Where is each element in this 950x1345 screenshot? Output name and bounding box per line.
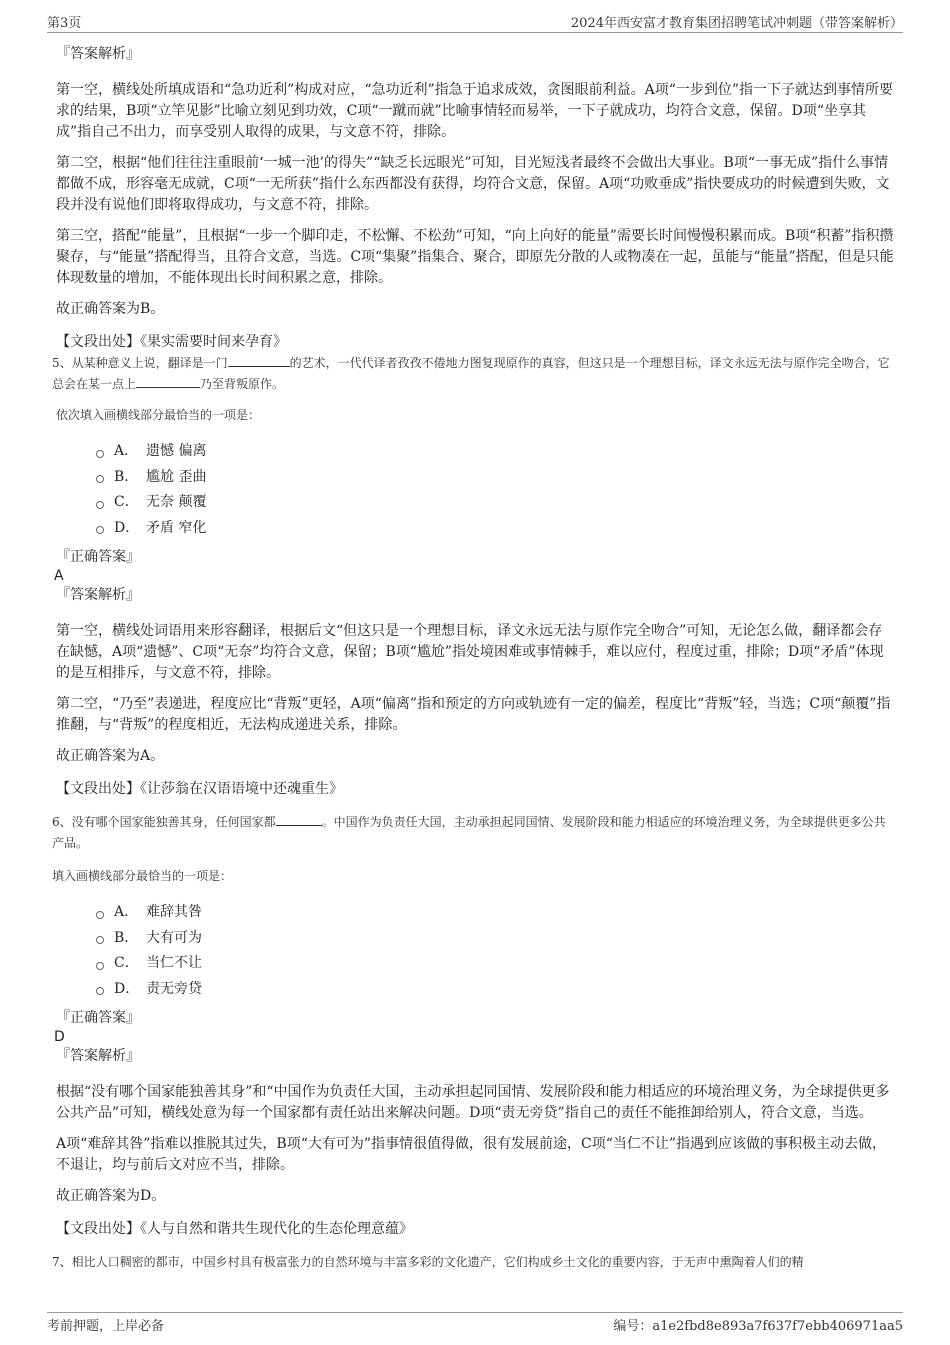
analysis-label: 『答案解析』 bbox=[56, 587, 140, 603]
radio-icon[interactable] bbox=[96, 911, 104, 919]
analysis-label: 『答案解析』 bbox=[56, 46, 140, 62]
page-content bbox=[52, 44, 894, 1273]
question-6-text: 6、没有哪个国家能独善其身，任何国家都 。中国作为负责任大国，主动承担起同国情、发展阶段和能力相适应的环境治理义务，为全球提供更多公共产品。 bbox=[52, 815, 886, 850]
option-c[interactable]: C． 无奈 颠覆 bbox=[96, 490, 894, 516]
question-5-text: 5、从某种意义上说，翻译是一门 的艺术，一代代译者孜孜不倦地力图复现原作的真容，但这只是一个理想目标，译文永远无法与原作完全吻合，它总会在某一点上 乃至背叛原作。 bbox=[52, 356, 890, 391]
option-d[interactable]: D． 责无旁贷 bbox=[96, 977, 894, 1003]
question-instruction: 依次填入画横线部分最恰当的一项是： bbox=[56, 408, 261, 422]
analysis-paragraph: 第三空，搭配“能量”，且根据“一步一个脚印走，不松懈、不松劲”可知，“向上向好的能量”需要长时间慢慢积累而成。B项“积蓄”指积攒聚存，与“能量”搭配得当，且符合文意，当选。C项“集聚”指集合、聚合，即原先分散的人或物凑在一起，虽能与“能量”搭配，但是只能体现数量的增加，不能体现出长时间积累之意，排除。 bbox=[56, 228, 894, 286]
analysis-paragraph: 第一空，横线处所填成语和“急功近利”构成对应，“急功近利”指急于追求成效，贪图眼前利益。A项“一步到位”指一下子就达到事情所要求的结果，B项“立竿见影”比喻立刻见到功效，C项“一蹴而就”比喻事情轻而易举，一下子就成功，均符合文意，保留。D项“坐享其成”指自己不出力，而享受别人取得的成果，与文意不符，排除。 bbox=[56, 82, 894, 140]
option-a[interactable]: A． 难辞其咎 bbox=[96, 900, 894, 926]
question-instruction: 填入画横线部分最恰当的一项是： bbox=[52, 869, 233, 883]
radio-icon[interactable] bbox=[96, 475, 104, 483]
analysis-paragraph: 第一空，横线处词语用来形容翻译，根据后文“但这只是一个理想目标，译文永远无法与原作完全吻合”可知，无论怎么做，翻译都会存在缺憾，A项“遗憾”、C项“无奈”均符合文意，保留；B项“尴尬”指处境困难或事情棘手，难以应付，程度过重，排除；D项“矛盾”体现的是互相排斥，与文意不符，排除。 bbox=[56, 623, 884, 681]
correct-answer-label: 『正确答案』 bbox=[56, 1010, 140, 1026]
conclusion: 故正确答案为B。 bbox=[56, 301, 165, 317]
radio-icon[interactable] bbox=[96, 526, 104, 534]
document-id: 编号：a1e2fbd8e893a7f637f7ebb406971aa5 bbox=[613, 1319, 903, 1334]
fill-blank bbox=[276, 813, 322, 826]
correct-answer: D bbox=[54, 1029, 65, 1045]
source-citation: 【文段出处】《人与自然和谐共生现代化的生态伦理意蕴》 bbox=[56, 1221, 413, 1237]
fill-blank bbox=[228, 354, 290, 367]
option-b[interactable]: B． 大有可为 bbox=[96, 926, 894, 952]
source-citation: 【文段出处】《果实需要时间来孕育》 bbox=[56, 334, 287, 350]
page-header bbox=[47, 10, 903, 33]
analysis-paragraph: A项“难辞其咎”指难以推脱其过失，B项“大有可为”指事情很值得做，很有发展前途，C项“当仁不让”指遇到应该做的事积极主动去做，不退让，均与前后文对应不当，排除。 bbox=[56, 1136, 887, 1173]
page-number: 第3页 bbox=[47, 16, 82, 31]
analysis-paragraph: 根据“没有哪个国家能独善其身”和“中国作为负责任大国，主动承担起同国情、发展阶段和能力相适应的环境治理义务，为全球提供更多公共产品”可知，横线处意为每一个国家都有责任站出来解决问题。D项“责无旁贷”指自己的责任不能推卸给别人，符合文意，当选。 bbox=[56, 1084, 890, 1121]
option-d[interactable]: D． 矛盾 窄化 bbox=[96, 516, 894, 542]
correct-answer: A bbox=[54, 568, 64, 584]
radio-icon[interactable] bbox=[96, 450, 104, 458]
options-list bbox=[96, 439, 894, 541]
option-b[interactable]: B． 尴尬 歪曲 bbox=[96, 465, 894, 491]
analysis-paragraph: 第二空，根据“他们往往注重眼前‘一城一池’的得失”“缺乏长远眼光”可知，目光短浅者最终不会做出大事业。B项“一事无成”指什么事情都做不成，形容毫无成就，C项“一无所获”指什么东西都没有获得，均符合文意，保留。A项“功败垂成”指快要成功的时候遭到失败，文段并没有说他们即将取得成功，与文意不符，排除。 bbox=[56, 155, 890, 213]
options-list bbox=[96, 900, 894, 1002]
analysis-paragraph: 第二空，“乃至”表递进，程度应比“背叛”更轻，A项“偏离”指和预定的方向或轨迹有一定的偏差，程度比“背叛”轻，当选；C项“颠覆”指推翻，与“背叛”的程度相近，无法构成递进关系，排除。 bbox=[56, 696, 891, 733]
radio-icon[interactable] bbox=[96, 501, 104, 509]
correct-answer-label: 『正确答案』 bbox=[56, 549, 140, 565]
radio-icon[interactable] bbox=[96, 962, 104, 970]
conclusion: 故正确答案为D。 bbox=[56, 1188, 166, 1204]
radio-icon[interactable] bbox=[96, 936, 104, 944]
page-footer bbox=[47, 1312, 903, 1333]
document-title: 2024年西安富才教育集团招聘笔试冲刺题（带答案解析） bbox=[570, 16, 903, 31]
analysis-label: 『答案解析』 bbox=[56, 1048, 140, 1064]
footer-slogan: 考前押题，上岸必备 bbox=[47, 1319, 165, 1334]
question-7-text: 7、相比人口稠密的都市，中国乡村具有极富张力的自然环境与丰富多彩的文化遗产，它们构成乡土文化的重要内容，于无声中熏陶着人们的精 bbox=[52, 1255, 804, 1269]
option-a[interactable]: A． 遗憾 偏离 bbox=[96, 439, 894, 465]
option-c[interactable]: C． 当仁不让 bbox=[96, 951, 894, 977]
radio-icon[interactable] bbox=[96, 987, 104, 995]
conclusion: 故正确答案为A。 bbox=[56, 748, 165, 764]
source-citation: 【文段出处】《让莎翁在汉语语境中还魂重生》 bbox=[56, 781, 343, 797]
fill-blank bbox=[136, 375, 200, 388]
